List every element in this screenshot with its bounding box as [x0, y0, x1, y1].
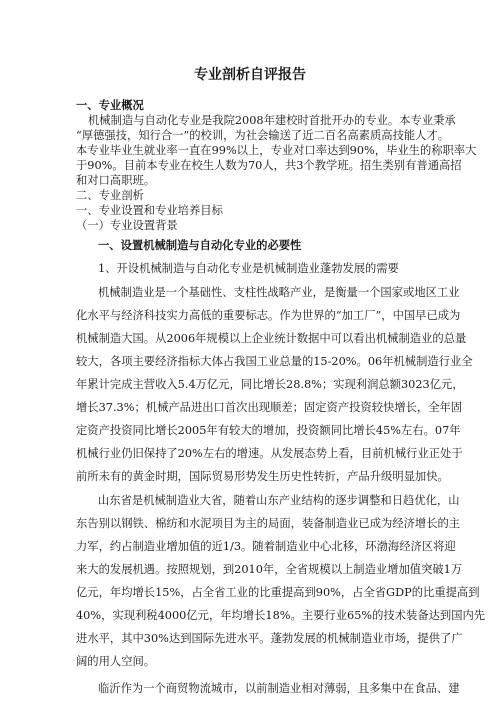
paragraph-line: 年累计完成主营收入5.4万亿元，同比增长28.8%；实现利润总额3023亿元， [76, 378, 464, 391]
section-heading: 一、专业概况 [76, 99, 144, 112]
paragraph-line: 化水平与经济科技实力高低的重要标志。作为世界的“加工厂”，中国早已成为 [76, 309, 461, 322]
paragraph-line: 前所未有的黄金时期，国际贸易形势发生历史性转折，产品升级明显加快。 [76, 470, 449, 483]
paragraph-line: 机械行业仍旧保持了20%左右的增速。从发展态势上看，目前机械行业正处于 [76, 447, 463, 460]
paragraph-line: 东告别以钢铁、棉纺和水泥项目为主的局面，装备制造业已成为经济增长的主 [76, 517, 461, 530]
paragraph-line: 较大，各项主要经济指标大体占我国工业总量的15-20%。06年机械制造行业全 [76, 355, 473, 368]
paragraph-line: 机械制造与自动化专业是我院2008年建校时首批开办的专业。本专业秉承 [88, 114, 456, 127]
paragraph-line: 于90%。目前本专业在校生人数为70人，共3个教学班。招生类别有普通高招 [76, 159, 462, 172]
section-heading: （一）专业设置背景 [76, 219, 178, 232]
paragraph-line: 临沂作为一个商贸物流城市，以前制造业相对薄弱，且多集中在食品、建 [98, 682, 460, 695]
paragraph-line: “厚德强技，知行合一”的校训，为社会输送了近二百名高素质高技能人才。 [76, 129, 450, 142]
paragraph-line: 40%，实现利税4000亿元，年均增长18%。主要行业65%的技术装备达到国内先 [76, 609, 486, 622]
paragraph-line: 亿元，年均增长15%，占全省工业的比重提高到90%，占全省GDP的比重提高到 [76, 586, 480, 599]
subsection-heading: 一、设置机械制造与自动化专业的必要性 [98, 239, 302, 252]
paragraph-line: 力军，约占制造业增加值的近1/3。随着制造业中心北移，环渤海经济区将迎 [76, 540, 456, 553]
paragraph-line: 阔的用人空间。 [76, 655, 156, 668]
subsection-heading: 1、开设机械制造与自动化专业是机械制造业蓬勃发展的需要 [98, 262, 399, 275]
page-title: 专业剖析自评报告 [194, 67, 306, 83]
paragraph-line: 增长37.3%；机械产品进出口首次出现顺差；固定资产投资较快增长，全年固 [76, 401, 463, 414]
paragraph-line: 来大的发展机遇。按照规划，到2010年，全省规模以上制造业增加值突破1万 [76, 563, 463, 576]
paragraph-line: 机械制造业是一个基础性、支柱性战略产业，是衡量一个国家或地区工业 [98, 286, 460, 299]
paragraph-line: 和对口高职班。 [76, 174, 156, 187]
section-heading: 二、专业剖析 [76, 189, 144, 202]
paragraph-line: 山东省是机械制造业大省，随着山东产业结构的逐步调整和日趋优化，山 [98, 494, 460, 507]
section-heading: 一、专业设置和专业培养目标 [76, 204, 223, 217]
paragraph-line: 进水平，其中30%达到国际先进水平。蓬勃发展的机械制造业市场，提供了广 [76, 632, 463, 645]
paragraph-line: 本专业毕业生就业率一直在99%以上，专业对口率达到90%，毕业生的称职率大 [76, 144, 477, 157]
paragraph-line: 定资产投资同比增长2005年有较大的增加，投资额同比增长45%左右。07年 [76, 424, 461, 437]
paragraph-line: 机械制造大国。从2006年规模以上企业统计数据中可以看出机械制造业的总量 [76, 332, 467, 345]
